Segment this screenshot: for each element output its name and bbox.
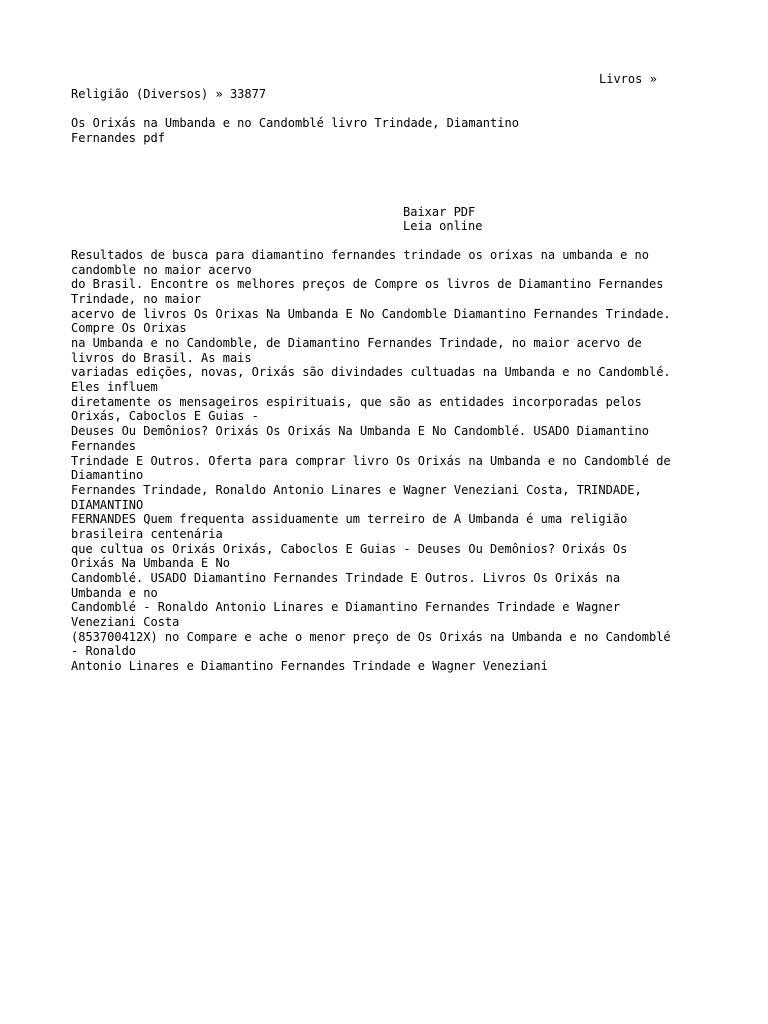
- description-line: na Umbanda e no Candomble, de Diamantino Fernandes Trindade, no maior acervo de: [71, 336, 642, 350]
- description-line: acervo de livros Os Orixas Na Umbanda E No Candomble Diamantino Fernandes Trindade.: [71, 307, 671, 321]
- breadcrumb-category-link[interactable]: Religião (Diversos) » 33877: [71, 87, 267, 101]
- read-online-link[interactable]: Leia online: [403, 219, 483, 233]
- download-pdf-link[interactable]: Baixar PDF: [403, 205, 476, 219]
- description-line: Fernandes Trindade, Ronaldo Antonio Linares e Wagner Veneziani Costa, TRINDADE,: [71, 483, 642, 497]
- description-line: Deuses Ou Demônios? Orixás Os Orixás Na Umbanda E No Candomblé. USADO Diamantino: [71, 424, 649, 438]
- description-line: Veneziani Costa: [71, 615, 180, 629]
- description-line: livros do Brasil. As mais: [71, 351, 252, 365]
- description-line: Diamantino: [71, 468, 144, 482]
- description-line: candomble no maior acervo: [71, 263, 252, 277]
- page-title-line: Os Orixás na Umbanda e no Candomblé livro Trindade, Diamantino: [71, 116, 519, 130]
- description-line: Orixás Na Umbanda E No: [71, 556, 230, 570]
- description-line: FERNANDES Quem frequenta assiduamente um terreiro de A Umbanda é uma religião: [71, 512, 628, 526]
- description-line: (853700412X) no Compare e ache o menor preço de Os Orixás na Umbanda e no Candomblé: [71, 630, 671, 644]
- description-line: Umbanda e no: [71, 586, 158, 600]
- description-line: Orixás, Caboclos E Guias -: [71, 409, 259, 423]
- description-line: Candomblé. USADO Diamantino Fernandes Trindade E Outros. Livros Os Orixás na: [71, 571, 621, 585]
- description-line: do Brasil. Encontre os melhores preços de Compre os livros de Diamantino Fernandes: [71, 277, 664, 291]
- description-line: brasileira centenária: [71, 527, 223, 541]
- page-title-line: Fernandes pdf: [71, 131, 165, 145]
- description-line: diretamente os mensageiros espirituais, que são as entidades incorporadas pelos: [71, 395, 642, 409]
- description-line: Fernandes: [71, 439, 137, 453]
- description-line: Eles influem: [71, 380, 158, 394]
- description-line: Candomblé - Ronaldo Antonio Linares e Diamantino Fernandes Trindade e Wagner: [71, 600, 621, 614]
- description-line: DIAMANTINO: [71, 498, 144, 512]
- description-line: Antonio Linares e Diamantino Fernandes Trindade e Wagner Veneziani: [71, 659, 548, 673]
- description-line: Trindade E Outros. Oferta para comprar livro Os Orixás na Umbanda e no Candomblé de: [71, 454, 671, 468]
- description-line: Trindade, no maior: [71, 292, 202, 306]
- description-line: que cultua os Orixás Orixás, Caboclos E Guias - Deuses Ou Demônios? Orixás Os: [71, 542, 628, 556]
- description-line: Resultados de busca para diamantino fernandes trindade os orixas na umbanda e no: [71, 248, 649, 262]
- description-line: Compre Os Orixas: [71, 321, 187, 335]
- description-line: - Ronaldo: [71, 644, 137, 658]
- description-line: variadas edições, novas, Orixás são divindades cultuadas na Umbanda e no Candomblé.: [71, 365, 671, 379]
- breadcrumb-books-link[interactable]: Livros »: [599, 72, 657, 86]
